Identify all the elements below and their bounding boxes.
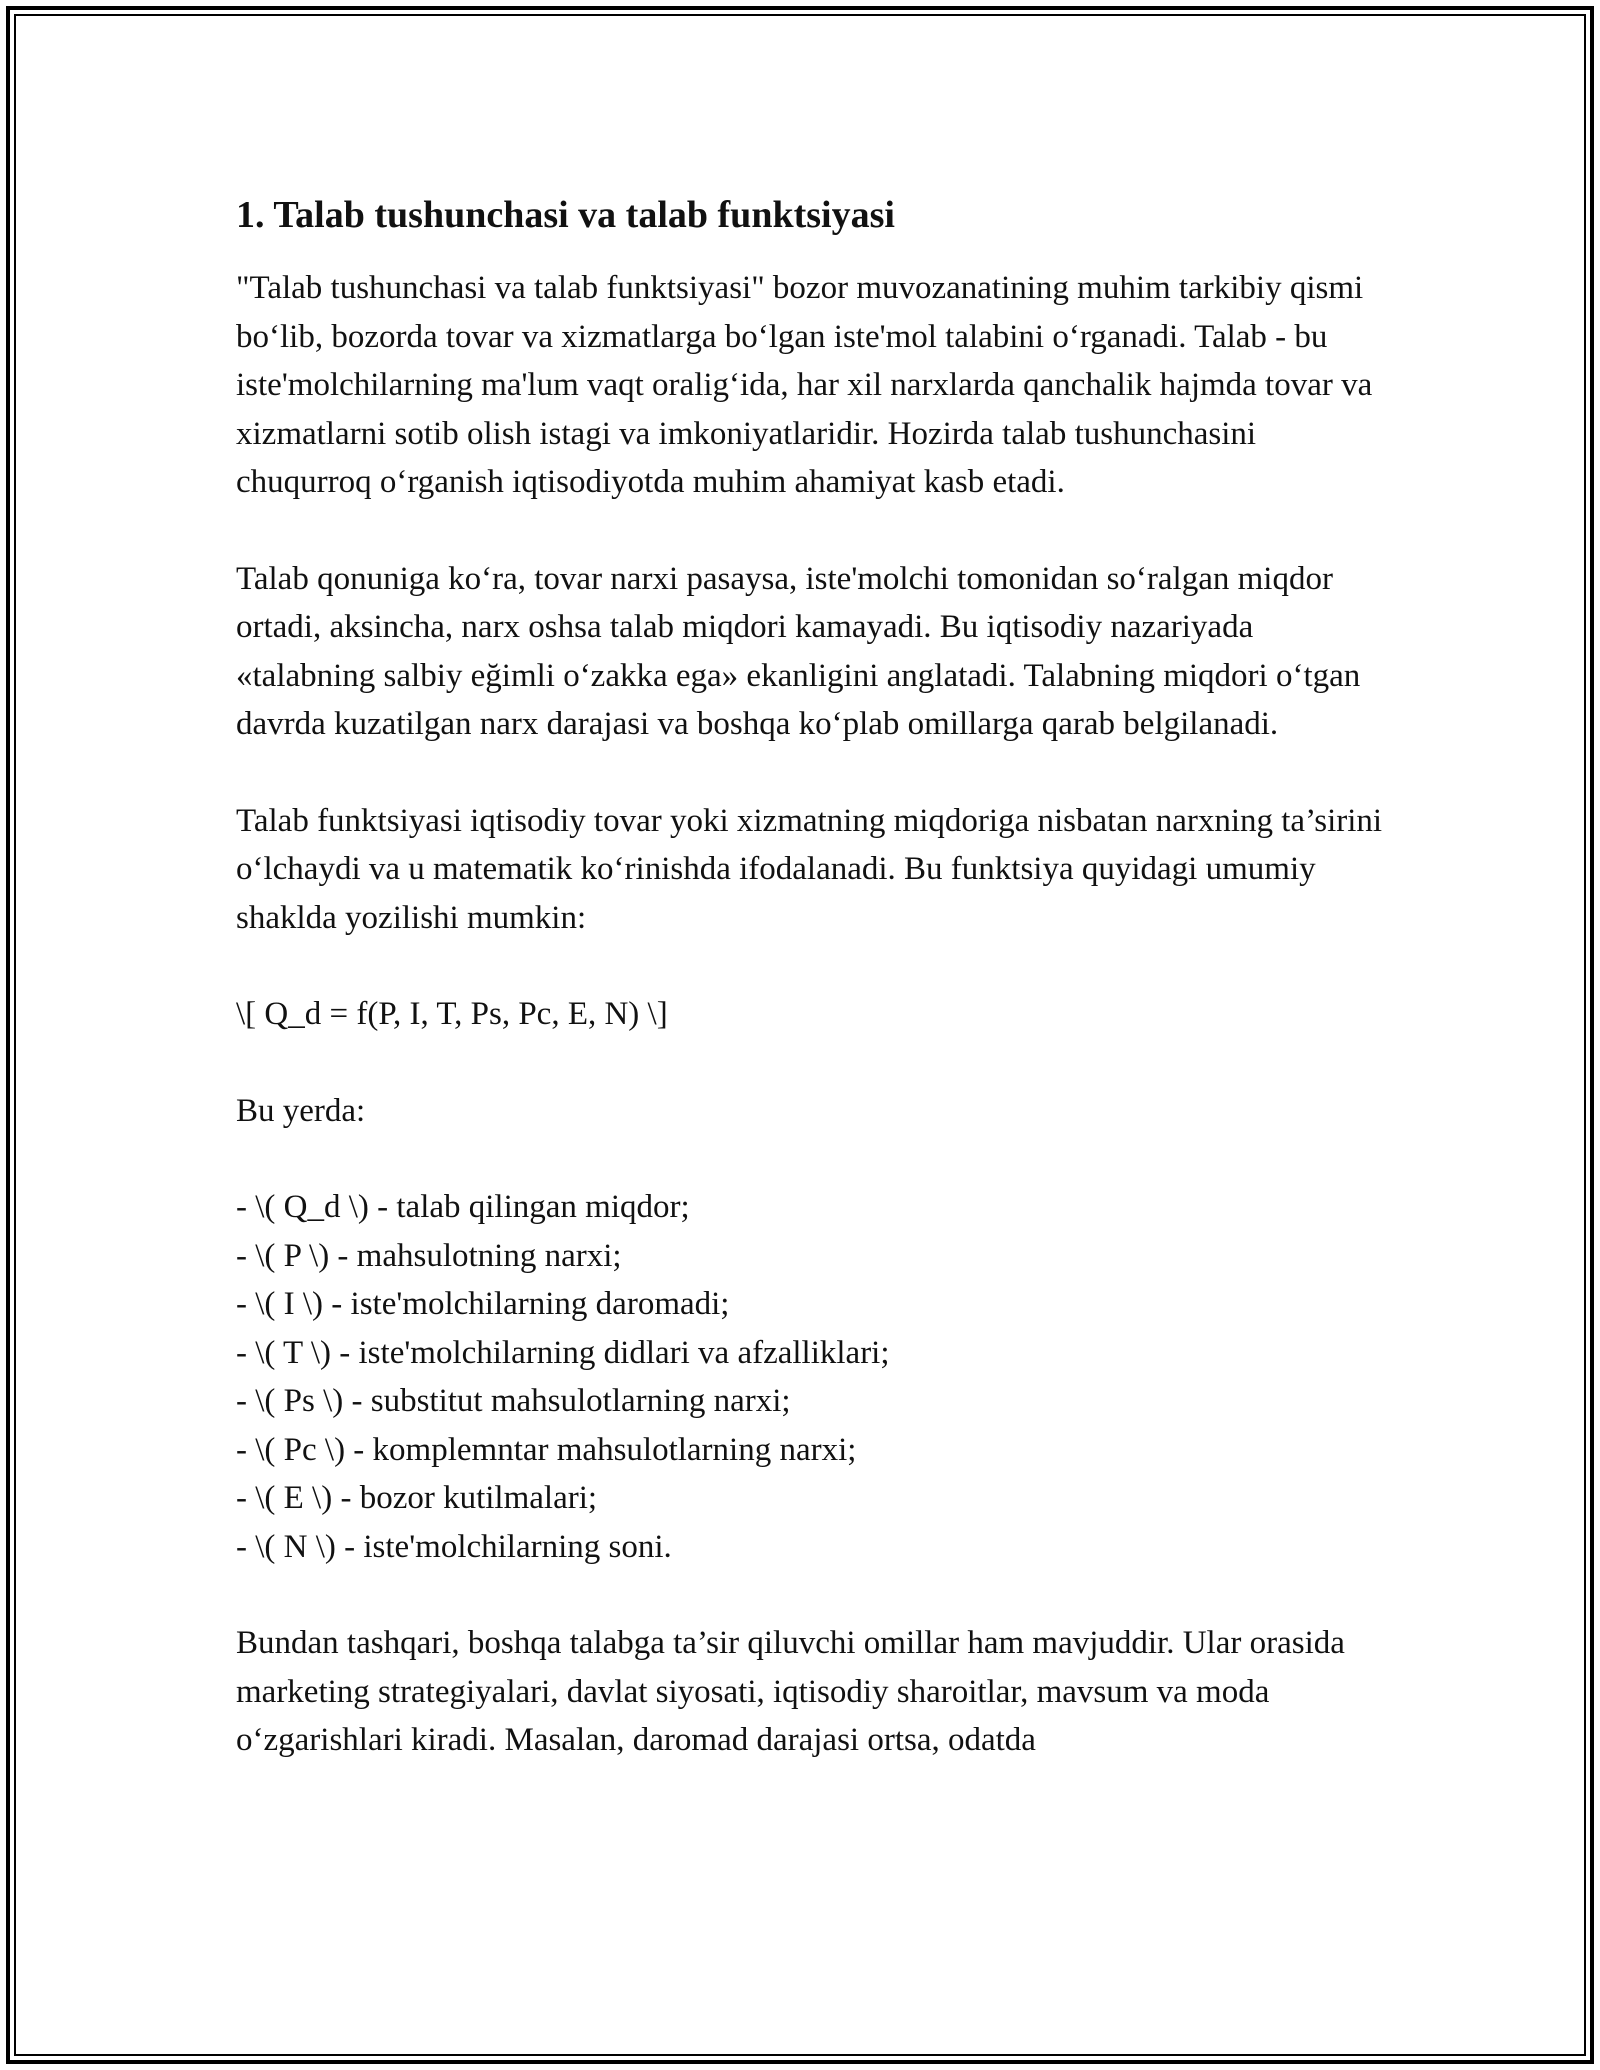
list-item: - \( T \) - iste'molchilarning didlari va afzalliklari; bbox=[236, 1334, 890, 1371]
paragraph-intro: "Talab tushunchasi va talab funktsiyasi" bozor muvozanatining muhim tarkibiy qismi bo‘lib, bozorda tovar va xizmatlarga bo‘lgan iste'mol talabini o‘rganadi. Talab - bu iste'molchilarning ma'lum vaqt oralig‘ida, har xil narxlarda qanchalik hajmda tovar va xizmatlarni sotib olish istagi va imkoniyatlaridir. Hozirda talab tushunchasini chuqurroq o‘rganish iqtisodiyotda muhim ahamiyat kasb etadi. bbox=[236, 270, 1373, 500]
list-item: - \( N \) - iste'molchilarning soni. bbox=[236, 1528, 672, 1565]
list-item: - \( Ps \) - substitut mahsulotlarning narxi; bbox=[236, 1383, 791, 1419]
paragraph-law-of-demand: Talab qonuniga ko‘ra, tovar narxi pasaysa, iste'molchi tomonidan so‘ralgan miqdor ortadi, aksincha, narx oshsa talab miqdori kamayadi. Bu iqtisodiy nazariyada «talabning salbiy eğimli o‘zakka ega» ekanligini anglatadi. Talabning miqdori o‘tgan davrda kuzatilgan narx darajasi va boshqa ko‘plab omillarga qarab belgilanadi. bbox=[236, 560, 1361, 742]
section-heading: 1. Talab tushunchasi va talab funktsiyasi bbox=[236, 194, 895, 236]
list-item: - \( I \) - iste'molchilarning daromadi; bbox=[236, 1286, 730, 1322]
variable-list bbox=[236, 1183, 1386, 1571]
where-label: Bu yerda: bbox=[236, 1092, 366, 1129]
paragraph-demand-function: Talab funktsiyasi iqtisodiy tovar yoki xizmatning miqdoriga nisbatan narxning ta’sirini o‘lchaydi va u matematik ko‘rinishda ifodalanadi. Bu funktsiya quyidagi umumiy shaklda yozilishi mumkin: bbox=[236, 802, 1383, 936]
list-item: - \( Q_d \) - talab qilingan miqdor; bbox=[236, 1189, 690, 1225]
list-item: - \( Pc \) - komplemntar mahsulotlarning narxi; bbox=[236, 1431, 857, 1468]
document-body bbox=[236, 188, 1386, 1813]
paragraph-other-factors: Bundan tashqari, boshqa talabga ta’sir qiluvchi omillar ham mavjuddir. Ular orasida marketing strategiyalari, davlat siyosati, iqtisodiy sharoitlar, mavsum va moda o‘zgarishlari kiradi. Masalan, daromad darajasi ortsa, odatda bbox=[236, 1625, 1345, 1758]
demand-formula: \[ Q_d = f(P, I, T, Ps, Pc, E, N) \] bbox=[236, 996, 668, 1032]
list-item: - \( E \) - bozor kutilmalari; bbox=[236, 1480, 598, 1516]
list-item: - \( P \) - mahsulotning narxi; bbox=[236, 1237, 622, 1274]
